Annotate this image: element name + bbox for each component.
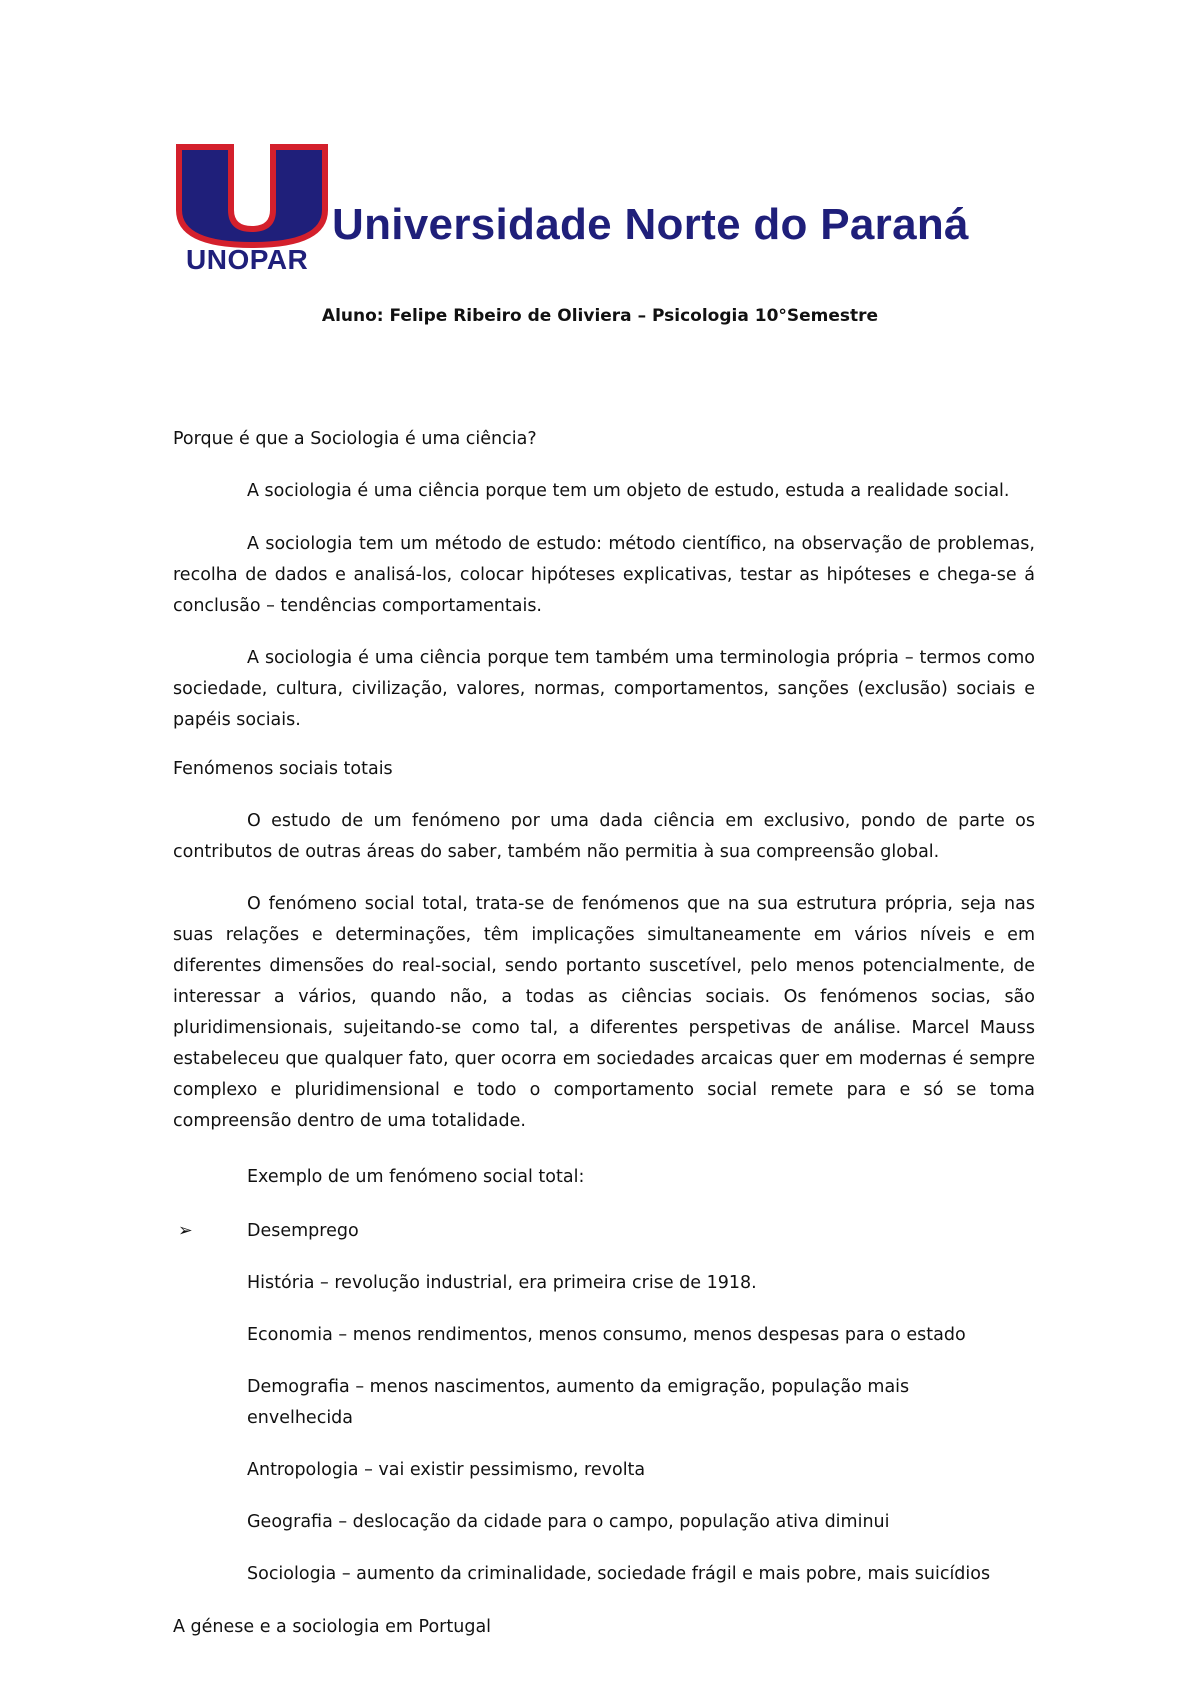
logo-abbreviation: UNOPAR — [186, 244, 309, 275]
student-line: Aluno: Felipe Ribeiro de Oliviera – Psicologia 10°Semestre — [321, 306, 879, 326]
list-item: Geografia – deslocação da cidade para o campo, população ativa diminui — [247, 1512, 890, 1532]
fenomenos-heading: Fenómenos sociais totais — [173, 759, 393, 779]
bullet-arrow-icon: ➢ — [178, 1221, 193, 1241]
bullet-item: Desemprego — [247, 1221, 359, 1241]
paragraph-1: A sociologia é uma ciência porque tem um objeto de estudo, estuda a realidade social. — [247, 481, 1010, 501]
list-item: Antropologia – vai existir pessimismo, revolta — [247, 1460, 646, 1480]
unopar-u-logo-icon — [172, 140, 332, 250]
list-item-continuation: envelhecida — [247, 1408, 354, 1428]
list-item: Economia – menos rendimentos, menos consumo, menos despesas para o estado — [247, 1325, 966, 1345]
genese-heading: A génese e a sociologia em Portugal — [173, 1617, 492, 1637]
question-heading: Porque é que a Sociologia é uma ciência? — [173, 429, 537, 449]
paragraph-3: A sociologia é uma ciência porque tem também uma terminologia própria – termos como sociedade, cultura, civilização, valores, normas, comportamentos, sanções (exclusão) sociais e papéis sociais. — [173, 648, 1035, 730]
logo-university-name: Universidade Norte do Paraná — [332, 200, 969, 249]
list-item: Demografia – menos nascimentos, aumento da emigração, população mais — [247, 1377, 910, 1397]
university-logo — [172, 140, 1072, 280]
example-label: Exemplo de um fenómeno social total: — [247, 1167, 585, 1187]
paragraph-2: A sociologia tem um método de estudo: método científico, na observação de problemas, recolha de dados e analisá-los, colocar hipóteses explicativas, testar as hipóteses e chega-se á conclusão – tendências comportamentais. — [173, 534, 1035, 616]
paragraph-4: O estudo de um fenómeno por uma dada ciência em exclusivo, pondo de parte os contributos de outras áreas do saber, também não permitia à sua compreensão global. — [173, 811, 1035, 862]
list-item: Sociologia – aumento da criminalidade, sociedade frágil e mais pobre, mais suicídios — [247, 1564, 991, 1584]
paragraph-5: O fenómeno social total, trata-se de fenómenos que na sua estrutura própria, seja nas suas relações e determinações, têm implicações simultaneamente em vários níveis e em diferentes dimensões do real-social, sendo portanto suscetível, pelo menos potencialmente, de interessar a vários, quando não, a todas as ciências sociais. Os fenómenos socias, são pluridimensionais, sujeitando-se como tal, a diferentes perspetivas de análise. Marcel Mauss estabeleceu que qualquer fato, quer ocorra em sociedades arcaicas quer em modernas é sempre complexo e pluridimensional e todo o comportamento social remete para e só se toma compreensão dentro de uma totalidade. — [173, 894, 1035, 1131]
list-item: História – revolução industrial, era primeira crise de 1918. — [247, 1273, 757, 1293]
